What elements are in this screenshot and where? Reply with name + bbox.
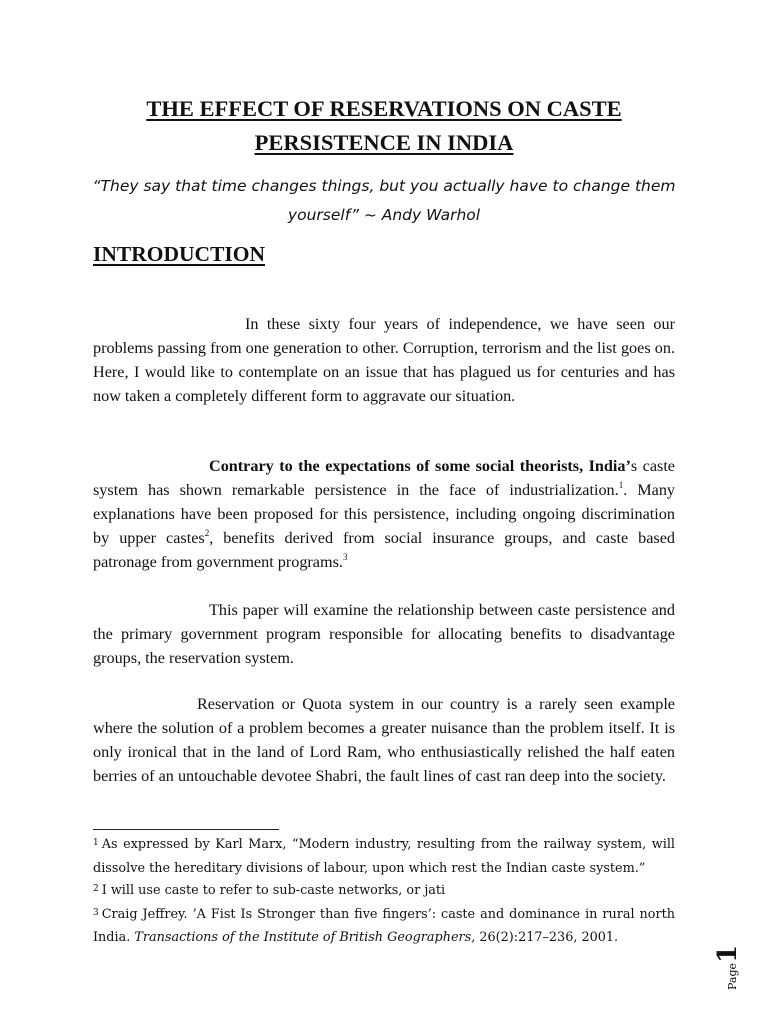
paragraph-2 <box>93 454 675 574</box>
quote-text: “They say that time changes things, but you actually have to change them yourself” ~ <box>92 177 676 224</box>
paragraph-1: In these sixty four years of independence, we have seen our problems passing from one generation to other. Corruption, terrorism and the list goes on. Here, I would like to contemplate on an issue that has plagued us for centuries and has now taken a completely different form to aggravate our situation. <box>93 315 675 405</box>
footnote-ref-3: 3 <box>342 551 348 562</box>
paragraph-2-lead: Contrary to the expectations of some social theorists, India’ <box>209 457 631 475</box>
section-heading: INTRODUCTION <box>93 242 266 266</box>
footnote-3-journal: Transactions of the Institute of British Geographers <box>134 930 472 945</box>
footnote-2 <box>93 880 675 904</box>
paragraph-3: This paper will examine the relationship between caste persistence and the primary government program responsible for allocating benefits to disadvantage groups, the reservation system. <box>93 601 675 667</box>
footnote-1 <box>93 834 675 880</box>
paragraph-2-text-c: , benefits derived from social insurance groups, and caste based patronage from government programs. <box>93 529 675 571</box>
quote-author: Andy Warhol <box>381 206 481 224</box>
epigraph-quote <box>60 172 708 230</box>
paragraph-2-text-a: s caste system has shown remarkable persistence in the face of industrialization. <box>93 457 675 499</box>
title-line-1: THE EFFECT OF RESERVATIONS ON CASTE <box>146 96 622 121</box>
footnote-1-text: As expressed by Karl Marx, “Modern industry, resulting from the railway system, will dissolve the hereditary divisions of labour, upon which rest the Indian caste system.” <box>93 837 675 876</box>
page-number <box>713 945 743 990</box>
footnote-1-number: 1 <box>93 838 99 848</box>
footnote-3-text-a: Craig Jeffrey. ’A Fist Is Stronger than five fingers’: caste and dominance in rural north India. <box>93 906 675 945</box>
title-line-2: PERSISTENCE IN INDIA <box>254 130 514 155</box>
page-number-value: 1 <box>713 944 743 963</box>
footnote-3-number: 3 <box>93 907 99 918</box>
paragraph-4: Reservation or Quota system in our country is a rarely seen example where the solution of a problem becomes a greater nuisance than the problem itself. It is only ironical that in the land of Lord Ram, who enthusiastically relished the half eaten berries of an untouchable devotee Shabri, the fault lines of cast ran deep into the society. <box>93 695 675 785</box>
footnote-ref-2: 2 <box>204 527 210 538</box>
footnote-3-text-b: , 26(2):217–236, 2001. <box>471 930 619 945</box>
footnote-3 <box>93 904 675 950</box>
paragraph-2-text-b: . Many explanations have been proposed for this persistence, including ongoing discrimination by upper castes <box>93 481 676 547</box>
footnotes <box>93 834 675 950</box>
footnote-2-text: I will use caste to refer to sub-caste networks, or jati <box>101 883 446 898</box>
document-title <box>60 92 708 160</box>
footnote-2-number: 2 <box>93 884 99 894</box>
page-label: Page <box>726 962 739 990</box>
footnote-ref-1: 1 <box>618 479 624 490</box>
footnote-divider <box>93 829 279 830</box>
